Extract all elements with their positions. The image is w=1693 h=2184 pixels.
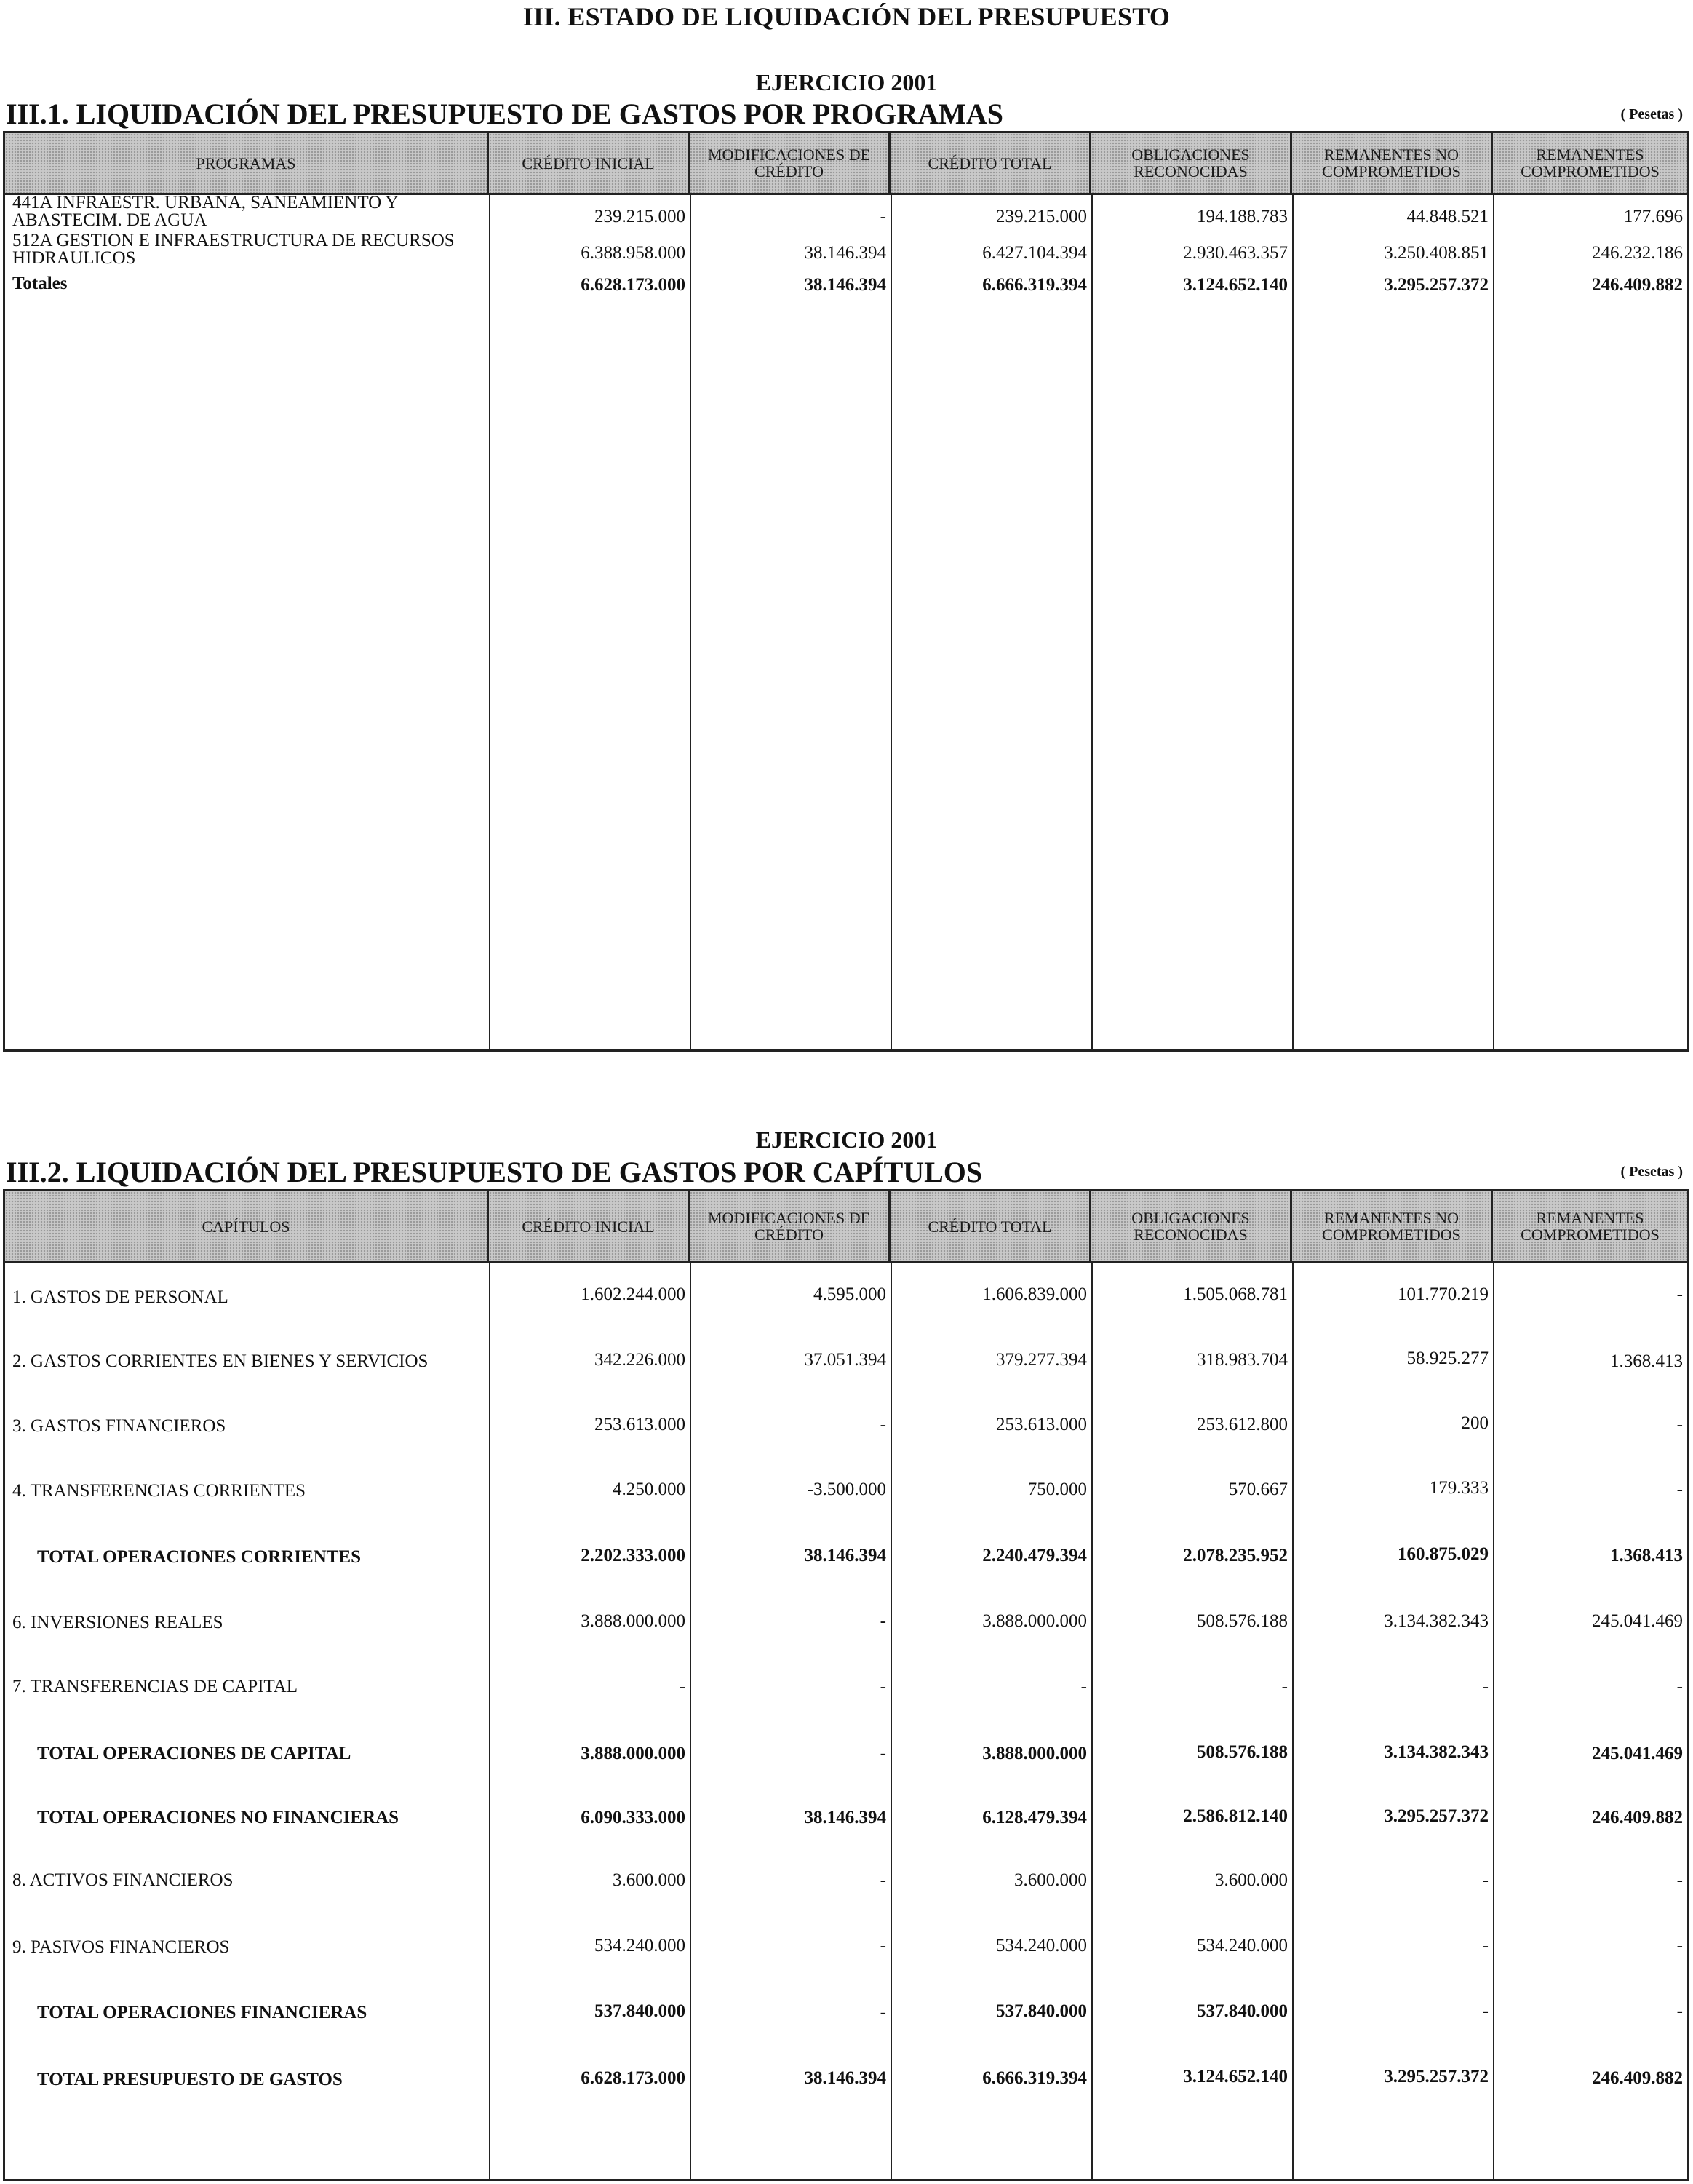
credito-inicial-value: 6.388.958.000 [581,243,685,263]
remanentes-no-comprometidos-value: 3.134.382.343 [1384,1742,1489,1762]
modificaciones-value: 38.146.394 [804,2068,886,2088]
column-divider [1493,193,1494,1049]
credito-inicial-value: 3.888.000.000 [581,1744,685,1763]
modificaciones-value: -3.500.000 [807,1480,886,1499]
table-row [5,231,1687,271]
remanentes-comprometidos-value: 246.409.882 [1592,1808,1683,1827]
row-label: Totales [12,274,68,293]
section1-unit: ( Pesetas ) [1620,106,1683,122]
obligaciones-value: 2.930.463.357 [1183,243,1288,263]
column-divider [690,193,691,1049]
modificaciones-value: - [880,1936,886,1955]
credito-total-value: 239.215.000 [996,207,1087,226]
obligaciones-value: 318.983.704 [1197,1350,1288,1370]
obligaciones-value: 1.505.068.781 [1183,1284,1288,1304]
row-label: 7. TRANSFERENCIAS DE CAPITAL [12,1677,298,1696]
row-label: 4. TRANSFERENCIAS CORRIENTES [12,1481,306,1501]
obligaciones-value: 534.240.000 [1197,1936,1288,1955]
obligaciones-value: 3.124.652.140 [1183,2067,1288,2086]
header-remanentes-comprometidos: REMANENTES COMPROMETIDOS [1493,1191,1687,1261]
credito-inicial-value: 253.613.000 [594,1415,685,1434]
table-row [5,1282,1687,1311]
subtotal-row [5,1804,1687,1833]
grand-total-row [5,2066,1687,2095]
remanentes-comprometidos-value: - [1676,1415,1683,1434]
credito-inicial-value: 6.090.333.000 [581,1808,685,1827]
obligaciones-value: 253.612.800 [1197,1415,1288,1434]
column-divider [1493,1261,1494,2179]
row-label: 3. GASTOS FINANCIEROS [12,1416,226,1436]
remanentes-no-comprometidos-value: - [1482,1677,1489,1696]
table-row [5,1868,1687,1897]
remanentes-no-comprometidos-value: 160.875.029 [1398,1544,1489,1564]
remanentes-no-comprometidos-value: 179.333 [1429,1478,1489,1498]
column-divider [891,193,892,1049]
remanentes-comprometidos-value: 177.696 [1623,207,1683,226]
modificaciones-value: 37.051.394 [804,1350,886,1370]
remanentes-comprometidos-value: - [1676,1936,1683,1955]
credito-inicial-value: 534.240.000 [594,1936,685,1955]
row-label: 9. PASIVOS FINANCIEROS [12,1937,230,1957]
column-divider [1292,193,1294,1049]
column-divider [1292,1261,1294,2179]
header-remanentes-no-comprometidos: REMANENTES NO COMPROMETIDOS [1292,133,1493,193]
subtotal-row [5,1999,1687,2028]
header-modificaciones: MODIFICACIONES DE CRÉDITO [690,1191,891,1261]
section2-ejercicio: EJERCICIO 2001 [755,1127,938,1153]
remanentes-comprometidos-value: 246.409.882 [1592,2068,1683,2088]
modificaciones-value: - [880,1870,886,1890]
totals-row [5,274,1687,303]
remanentes-no-comprometidos-value: - [1482,2001,1489,2021]
credito-inicial-value: 3.888.000.000 [581,1611,685,1631]
credito-inicial-value: 4.250.000 [613,1480,685,1499]
column-divider [690,1261,691,2179]
header-credito-total: CRÉDITO TOTAL [891,1191,1091,1261]
credito-inicial-value: 239.215.000 [594,207,685,226]
table-row [5,1413,1687,1442]
remanentes-no-comprometidos-value: 3.295.257.372 [1384,275,1489,295]
header-credito-total: CRÉDITO TOTAL [891,133,1091,193]
header-programas: PROGRAMAS [5,133,489,193]
obligaciones-value: 2.586.812.140 [1183,1806,1288,1826]
section1-title: III.1. LIQUIDACIÓN DEL PRESUPUESTO DE GASTOS POR PROGRAMAS [6,98,1003,130]
modificaciones-value: - [880,1611,886,1631]
obligaciones-value: - [1281,1677,1288,1696]
modificaciones-value: - [880,1677,886,1696]
obligaciones-value: 2.078.235.952 [1183,1546,1288,1565]
table-row [5,1348,1687,1377]
table-row [5,1609,1687,1638]
modificaciones-value: 4.595.000 [813,1284,886,1304]
row-label: 1. GASTOS DE PERSONAL [12,1287,228,1307]
credito-inicial-value: - [679,1677,685,1696]
remanentes-comprometidos-value: - [1676,2001,1683,2021]
document-title: III. ESTADO DE LIQUIDACIÓN DEL PRESUPUESTO [522,2,1171,31]
row-label: TOTAL OPERACIONES CORRIENTES [37,1547,362,1567]
credito-total-value: 750.000 [1027,1480,1087,1499]
credito-total-value: 253.613.000 [996,1415,1087,1434]
obligaciones-value: 3.124.652.140 [1183,275,1288,295]
credito-inicial-value: 537.840.000 [594,2001,685,2021]
header-remanentes-comprometidos: REMANENTES COMPROMETIDOS [1493,133,1687,193]
row-label: 512A GESTION E INFRAESTRUCTURA DE RECURSOS HIDRAULICOS [12,231,455,268]
remanentes-no-comprometidos-value: 3.295.257.372 [1384,1806,1489,1826]
table-row [5,1675,1687,1704]
table-row [5,1934,1687,1963]
capitulos-table [3,1189,1689,2181]
section2-unit: ( Pesetas ) [1620,1164,1683,1180]
programas-table [3,131,1689,1052]
remanentes-comprometidos-value: 245.041.469 [1592,1744,1683,1763]
credito-total-value: 6.666.319.394 [982,2068,1087,2088]
credito-inicial-value: 3.600.000 [613,1870,685,1890]
remanentes-comprometidos-value: - [1676,1870,1683,1890]
credito-inicial-value: 6.628.173.000 [581,275,685,295]
modificaciones-value: - [880,207,886,226]
remanentes-no-comprometidos-value: - [1482,1936,1489,1955]
row-label: TOTAL OPERACIONES DE CAPITAL [37,1744,351,1763]
remanentes-no-comprometidos-value: 58.925.277 [1406,1349,1489,1368]
row-label: 2. GASTOS CORRIENTES EN BIENES Y SERVICIOS [12,1351,429,1371]
header-credito-inicial: CRÉDITO INICIAL [489,1191,690,1261]
modificaciones-value: - [880,2003,886,2022]
remanentes-no-comprometidos-value: 3.134.382.343 [1384,1611,1489,1631]
credito-inicial-value: 342.226.000 [594,1350,685,1370]
remanentes-no-comprometidos-value: 3.295.257.372 [1384,2067,1489,2086]
row-label: 6. INVERSIONES REALES [12,1613,223,1632]
subtotal-row [5,1544,1687,1573]
credito-inicial-value: 1.602.244.000 [581,1284,685,1304]
programas-table-header [5,133,1687,195]
remanentes-comprometidos-value: 246.232.186 [1592,243,1683,263]
remanentes-comprometidos-value: 245.041.469 [1592,1611,1683,1631]
modificaciones-value: 38.146.394 [804,1546,886,1565]
credito-total-value: 379.277.394 [996,1350,1087,1370]
table-row [5,193,1687,234]
credito-total-value: 537.840.000 [996,2001,1087,2021]
remanentes-comprometidos-value: - [1676,1677,1683,1696]
credito-total-value: 6.128.479.394 [982,1808,1087,1827]
subtotal-row [5,1740,1687,1769]
column-divider [489,1261,490,2179]
credito-total-value: - [1080,1677,1087,1696]
remanentes-comprometidos-value: 1.368.413 [1610,1546,1683,1565]
section2-title: III.2. LIQUIDACIÓN DEL PRESUPUESTO DE GASTOS POR CAPÍTULOS [6,1156,983,1188]
column-divider [489,193,490,1049]
remanentes-comprometidos-value: - [1676,1480,1683,1499]
obligaciones-value: 3.600.000 [1215,1870,1288,1890]
modificaciones-value: 38.146.394 [804,275,886,295]
header-obligaciones: OBLIGACIONES RECONOCIDAS [1091,1191,1292,1261]
credito-total-value: 3.600.000 [1014,1870,1087,1890]
row-label: 441A INFRAESTR. URBANA, SANEAMIENTO Y ABASTECIM. DE AGUA [12,193,398,230]
capitulos-table-header [5,1191,1687,1263]
row-label: TOTAL PRESUPUESTO DE GASTOS [37,2070,343,2089]
obligaciones-value: 508.576.188 [1197,1742,1288,1762]
header-modificaciones: MODIFICACIONES DE CRÉDITO [690,133,891,193]
remanentes-no-comprometidos-value: 44.848.521 [1406,207,1489,226]
credito-total-value: 6.666.319.394 [982,275,1087,295]
column-divider [1091,1261,1093,2179]
credito-total-value: 2.240.479.394 [982,1546,1087,1565]
obligaciones-value: 194.188.783 [1197,207,1288,226]
header-remanentes-no-comprometidos: REMANENTES NO COMPROMETIDOS [1292,1191,1493,1261]
credito-total-value: 534.240.000 [996,1936,1087,1955]
remanentes-no-comprometidos-value: - [1482,1870,1489,1890]
remanentes-comprometidos-value: 246.409.882 [1592,275,1683,295]
modificaciones-value: 38.146.394 [804,1808,886,1827]
remanentes-comprometidos-value: 1.368.413 [1610,1351,1683,1371]
table-row [5,1477,1687,1506]
credito-total-value: 6.427.104.394 [982,243,1087,263]
credito-total-value: 3.888.000.000 [982,1744,1087,1763]
row-label: 8. ACTIVOS FINANCIEROS [12,1870,234,1890]
credito-inicial-value: 2.202.333.000 [581,1546,685,1565]
credito-inicial-value: 6.628.173.000 [581,2068,685,2088]
obligaciones-value: 570.667 [1228,1480,1288,1499]
credito-total-value: 3.888.000.000 [982,1611,1087,1631]
row-label: TOTAL OPERACIONES NO FINANCIERAS [37,1808,399,1827]
remanentes-no-comprometidos-value: 101.770.219 [1398,1284,1489,1304]
remanentes-no-comprometidos-value: 200 [1461,1413,1489,1433]
remanentes-comprometidos-value: - [1676,1284,1683,1304]
column-divider [1091,193,1093,1049]
column-divider [891,1261,892,2179]
header-credito-inicial: CRÉDITO INICIAL [489,133,690,193]
modificaciones-value: - [880,1744,886,1763]
header-obligaciones: OBLIGACIONES RECONOCIDAS [1091,133,1292,193]
modificaciones-value: - [880,1415,886,1434]
remanentes-no-comprometidos-value: 3.250.408.851 [1384,243,1489,263]
credito-total-value: 1.606.839.000 [982,1284,1087,1304]
obligaciones-value: 537.840.000 [1197,2001,1288,2021]
section1-ejercicio: EJERCICIO 2001 [755,69,938,95]
row-label: TOTAL OPERACIONES FINANCIERAS [37,2003,367,2022]
modificaciones-value: 38.146.394 [804,243,886,263]
header-capitulos: CAPÍTULOS [5,1191,489,1261]
obligaciones-value: 508.576.188 [1197,1611,1288,1631]
